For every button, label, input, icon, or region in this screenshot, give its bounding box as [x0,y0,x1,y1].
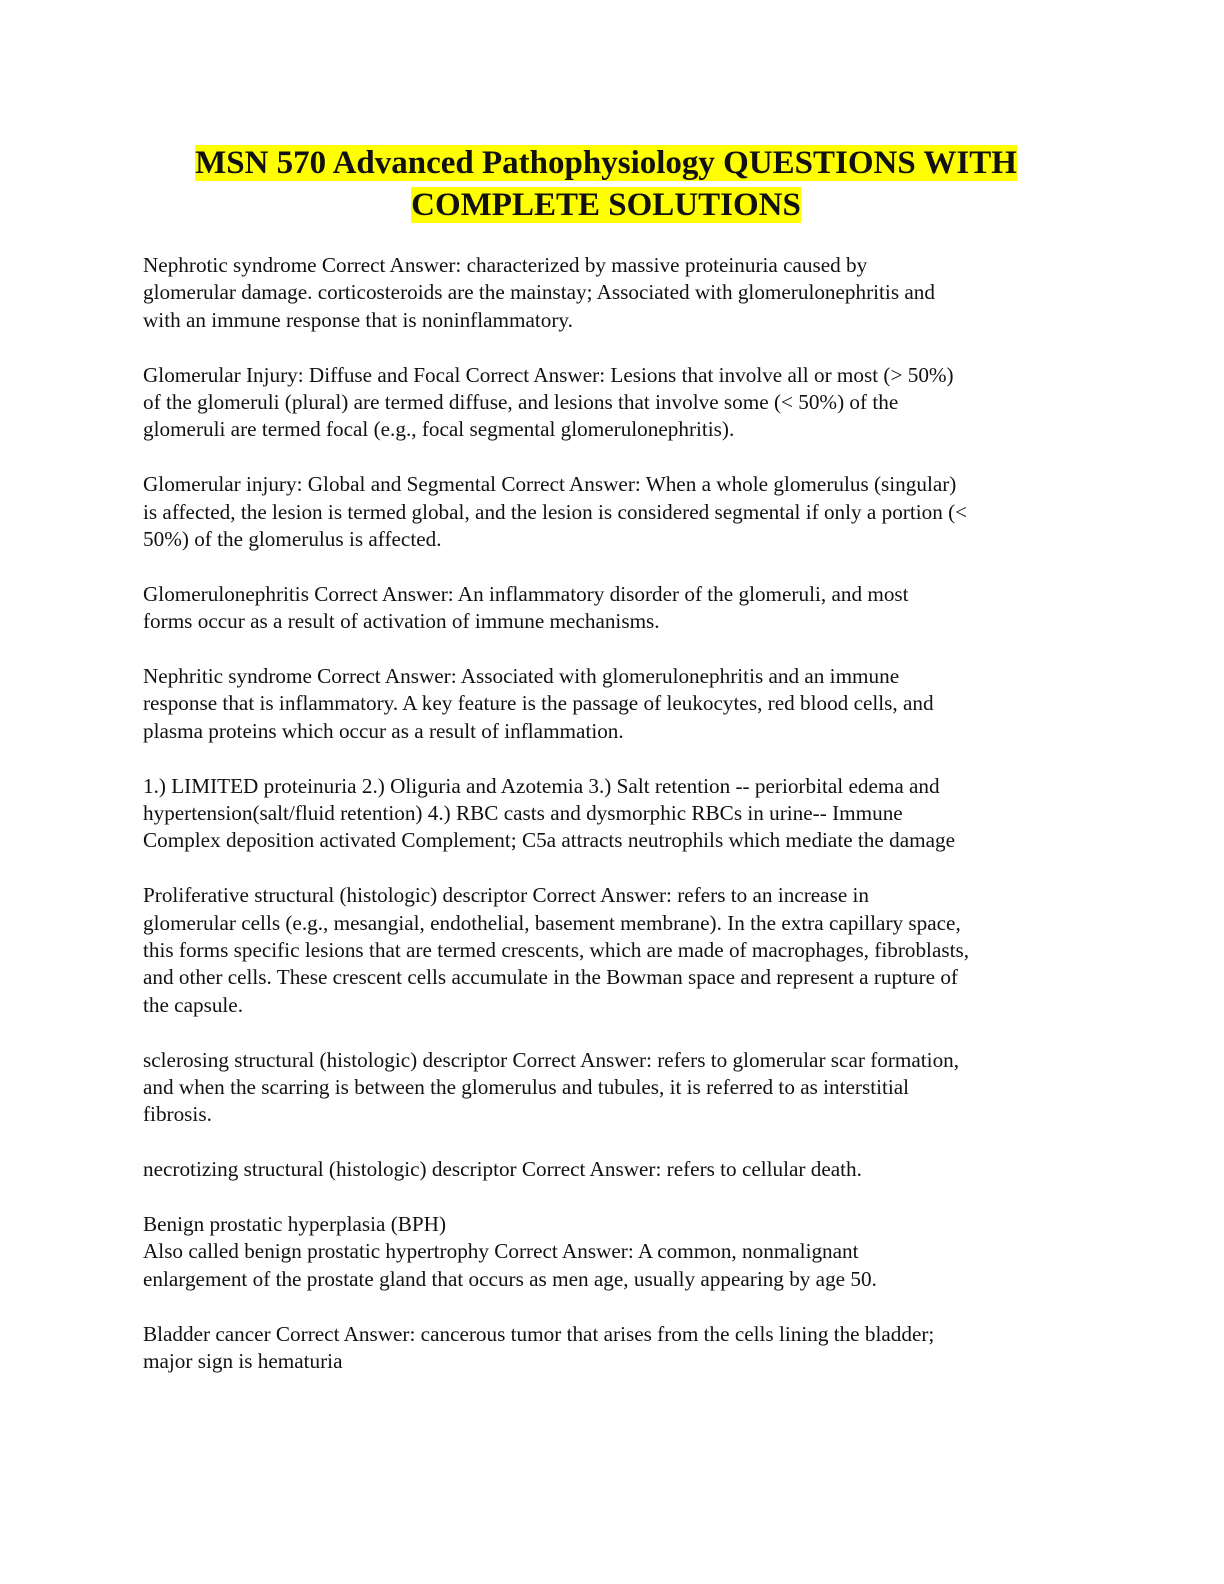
text-line: Also called benign prostatic hypertrophy Correct Answer: A common, nonmalignant [143,1239,859,1264]
text-line: enlargement of the prostate gland that occurs as men age, usually appearing by age 50. [143,1266,877,1291]
text-line: glomeruli are termed focal (e.g., focal segmental glomerulonephritis). [143,417,735,442]
text-line: fibrosis. [143,1102,212,1127]
text-line: response that is inflammatory. A key feature is the passage of leukocytes, red blood cells, and [143,691,934,716]
question-answer-paragraph [143,773,1093,855]
question-answer-paragraph [143,1321,1093,1376]
text-line: necrotizing structural (histologic) descriptor Correct Answer: refers to cellular death. [143,1157,862,1182]
title-line-1: MSN 570 Advanced Pathophysiology QUESTIONS WITH [195,145,1017,181]
text-line: Proliferative structural (histologic) descriptor Correct Answer: refers to an increase in [143,883,870,908]
text-line: 50%) of the glomerulus is affected. [143,527,442,552]
text-line: with an immune response that is noninflammatory. [143,307,573,332]
text-line: 1.) LIMITED proteinuria 2.) Oliguria and Azotemia 3.) Salt retention -- periorbital edema and [143,773,940,798]
text-line: the capsule. [143,992,244,1017]
text-line: Glomerular injury: Global and Segmental Correct Answer: When a whole glomerulus (singular) [143,472,957,497]
question-answer-paragraph [143,1156,1093,1183]
text-line: glomerular cells (e.g., mesangial, endothelial, basement membrane). In the extra capillary space, [143,910,961,935]
question-answer-paragraph [143,882,1093,1019]
question-answer-paragraph [143,471,1093,553]
text-line: glomerular damage. corticosteroids are the mainstay; Associated with glomerulonephritis and [143,280,935,305]
text-line: sclerosing structural (histologic) descriptor Correct Answer: refers to glomerular scar formation, [143,1047,960,1072]
text-line: hypertension(salt/fluid retention) 4.) RBC casts and dysmorphic RBCs in urine-- Immune [143,801,903,826]
text-line: Complex deposition activated Complement; C5a attracts neutrophils which mediate the damage [143,828,955,853]
text-line: Benign prostatic hyperplasia (BPH) [143,1212,447,1237]
text-line: and when the scarring is between the glomerulus and tubules, it is referred to as interstitial [143,1075,910,1100]
text-line: and other cells. These crescent cells accumulate in the Bowman space and represent a rupture of [143,965,958,990]
text-line: of the glomeruli (plural) are termed diffuse, and lesions that involve some (< 50%) of the [143,390,899,415]
question-answer-paragraph [143,1047,1093,1129]
text-line: Glomerulonephritis Correct Answer: An inflammatory disorder of the glomeruli, and most [143,581,909,606]
text-line: plasma proteins which occur as a result of inflammation. [143,718,624,743]
text-line: Glomerular Injury: Diffuse and Focal Correct Answer: Lesions that involve all or most (> 50%) [143,362,954,387]
text-line: forms occur as a result of activation of immune mechanisms. [143,609,660,634]
page-title [100,142,1112,226]
question-answer-paragraph [143,362,1093,444]
title-line-2: COMPLETE SOLUTIONS [411,187,801,223]
document-body [143,252,1093,1376]
text-line: Nephrotic syndrome Correct Answer: characterized by massive proteinuria caused by [143,253,868,277]
text-line: this forms specific lesions that are termed crescents, which are made of macrophages, fibroblasts, [143,938,970,963]
question-answer-paragraph [143,663,1093,745]
text-line: Bladder cancer Correct Answer: cancerous tumor that arises from the cells lining the bladder; [143,1321,935,1346]
question-answer-paragraph [143,581,1093,636]
question-answer-paragraph [143,1211,1093,1293]
text-line: Nephritic syndrome Correct Answer: Associated with glomerulonephritis and an immune [143,664,900,689]
question-answer-paragraph [143,252,1093,334]
text-line: is affected, the lesion is termed global, and the lesion is considered segmental if only a portion (< [143,499,968,524]
text-line: major sign is hematuria [143,1349,343,1374]
